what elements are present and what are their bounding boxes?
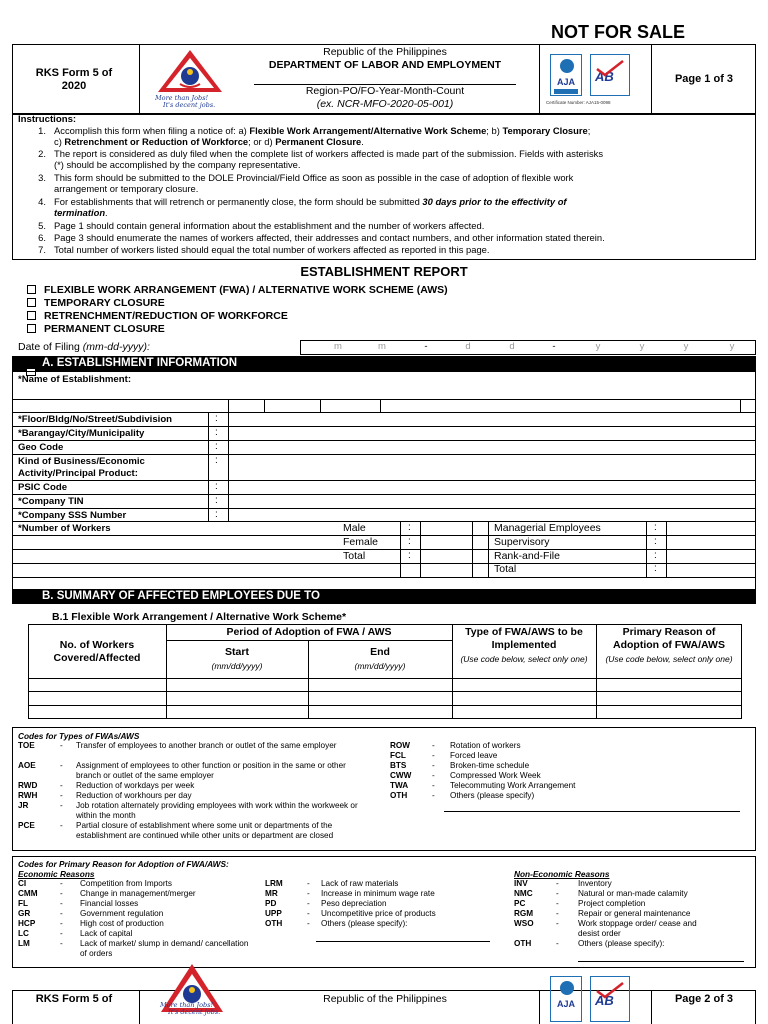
code-entry: CMM - Change in management/merger bbox=[18, 889, 196, 898]
code-entry: LRM - Lack of raw materials bbox=[265, 879, 399, 888]
code-entry: OTH - Others (please specify) bbox=[390, 791, 535, 800]
colon: : bbox=[654, 522, 657, 533]
code-entry: ROW - Rotation of workers bbox=[390, 741, 521, 750]
workers-male-label: Male bbox=[343, 522, 366, 534]
field-geo-code: Geo Code bbox=[18, 442, 64, 453]
date-of-filing-label: Date of Filing (mm-dd-yyyy): bbox=[18, 341, 150, 353]
colon: : bbox=[408, 522, 411, 533]
instructions-title: Instructions: bbox=[18, 114, 77, 125]
colon: : bbox=[408, 550, 411, 561]
checkbox[interactable] bbox=[27, 285, 36, 294]
codes-reasons-title: Codes for Primary Reason for Adoption of FWA/AWS: bbox=[18, 859, 229, 869]
code-entry: TWA - Telecommuting Work Arrangement bbox=[390, 781, 576, 790]
date-digit: d bbox=[465, 341, 471, 352]
code-entry: JR - Job rotation alternately providing employees with work within the workweek or within the month bbox=[18, 801, 358, 820]
report-option-fwa[interactable]: FLEXIBLE WORK ARRANGEMENT (FWA) / ALTERNATIVE WORK SCHEME (AWS) bbox=[27, 284, 448, 296]
checkbox[interactable] bbox=[27, 324, 36, 333]
code-entry: OTH - Others (please specify): bbox=[514, 939, 665, 948]
field-company-tin: *Company TIN bbox=[18, 496, 84, 507]
economic-reasons-title: Economic Reasons bbox=[18, 869, 95, 879]
page-2-certification-logo: AJA AB bbox=[548, 974, 638, 1024]
code-entry: PD - Peso depreciation bbox=[265, 899, 387, 908]
workers-supervisory-label: Supervisory bbox=[494, 536, 550, 548]
col-type-hint: (Use code below, select only one) bbox=[460, 654, 588, 664]
checkbox[interactable] bbox=[27, 298, 36, 307]
field-kind-of-business: Kind of Business/Economic bbox=[18, 456, 145, 467]
form-number: RKS Form 5 of 2020 bbox=[35, 67, 113, 92]
colon: : bbox=[654, 550, 657, 561]
code-entry: RGM - Repair or general maintenance bbox=[514, 909, 691, 918]
colon: : bbox=[215, 441, 218, 452]
instruction-item: 7. Total number of workers listed should equal the total number of workers affected as reported in this page. bbox=[38, 244, 490, 255]
date-digit: y bbox=[595, 341, 601, 352]
establishment-name-label: *Name of Establishment: bbox=[18, 374, 132, 385]
col-start-hint: (mm/dd/yyyy) bbox=[211, 661, 263, 671]
others-specify-line[interactable] bbox=[316, 941, 490, 942]
instruction-item: 6. Page 3 should enumerate the names of workers affected, their addresses and contact numbers, and other information stated therein. bbox=[38, 232, 605, 243]
col-end-hint: (mm/dd/yyyy) bbox=[354, 661, 406, 671]
workers-female-label: Female bbox=[343, 536, 379, 548]
colon: : bbox=[215, 455, 218, 466]
code-entry: HCP - High cost of production bbox=[18, 919, 164, 928]
non-economic-reasons-title: Non-Economic Reasons bbox=[514, 869, 610, 879]
code-entry: FCL - Forced leave bbox=[390, 751, 498, 760]
republic-text: Republic of the Philippines bbox=[323, 46, 447, 58]
colon: : bbox=[654, 536, 657, 547]
code-entry: MR - Increase in minimum wage rate bbox=[265, 889, 435, 898]
establishment-name-field[interactable] bbox=[180, 374, 750, 398]
report-option-temporary-closure[interactable]: TEMPORARY CLOSURE bbox=[27, 297, 165, 309]
instruction-item: 4. For establishments that will retrench or permanently close, the form should be submitted 30 days prior to the effectivity of termination. bbox=[38, 196, 567, 219]
code-entry: LM - Lack of market/ slump in demand/ cancellation of orders bbox=[18, 939, 249, 958]
col-start: Start bbox=[225, 646, 249, 658]
colon: : bbox=[215, 413, 218, 424]
others-specify-line[interactable] bbox=[444, 811, 740, 812]
instruction-item: 5. Page 1 should contain general information about the establishment and the number of workers affected. bbox=[38, 220, 485, 231]
code-entry: RWD - Reduction of workdays per week bbox=[18, 781, 195, 790]
col-end: End bbox=[370, 646, 390, 658]
section-b-header: B. SUMMARY OF AFFECTED EMPLOYEES DUE TO bbox=[12, 589, 756, 604]
instruction-item: 3. This form should be submitted to the DOLE Provincial/Field Office as soon as possible in the case of adoption of flexible work arrangement or temporary closure. bbox=[38, 172, 574, 195]
field-barangay: *Barangay/City/Municipality bbox=[18, 428, 145, 439]
not-for-sale-watermark: NOT FOR SALE bbox=[551, 22, 685, 42]
field-address: *Floor/Bldg/No/Street/Subdivision bbox=[18, 414, 173, 425]
code-entry: NMC - Natural or man-made calamity bbox=[514, 889, 688, 898]
workers-total-right-label: Total bbox=[494, 563, 517, 575]
instruction-item: 2. The report is considered as duly filed when the complete list of workers affected is made part of the submission. Fields with asterisks (*) should be accomplished by the company representative. bbox=[38, 148, 604, 171]
code-entry: CI - Competition from Imports bbox=[18, 879, 172, 888]
code-entry: LC - Lack of capital bbox=[18, 929, 133, 938]
code-entry: PCE - Partial closure of establishment where some unit or departments of the establishment are continued while other units or department are closed bbox=[18, 821, 334, 840]
header-center bbox=[240, 46, 530, 110]
page-2-republic: Republic of the Philippines bbox=[323, 993, 447, 1005]
colon: : bbox=[215, 481, 218, 492]
date-separator: - bbox=[552, 341, 556, 352]
department-text: DEPARTMENT OF LABOR AND EMPLOYMENT bbox=[268, 58, 502, 71]
region-example: (ex. NCR-MFO-2020-05-001) bbox=[316, 97, 454, 110]
page-2-form-number: RKS Form 5 of bbox=[35, 993, 113, 1005]
field-psic-code: PSIC Code bbox=[18, 482, 68, 493]
colon: : bbox=[215, 427, 218, 438]
code-entry: TOE - Transfer of employees to another branch or outlet of the same employer bbox=[18, 741, 337, 750]
establishment-info-table bbox=[12, 371, 756, 593]
checkbox[interactable] bbox=[27, 311, 36, 320]
report-option-retrenchment[interactable]: RETRENCHMENT/REDUCTION OF WORKFORCE bbox=[27, 310, 288, 322]
col-period-of-adoption: Period of Adoption of FWA / AWS bbox=[226, 626, 392, 638]
code-entry: BTS - Broken-time schedule bbox=[390, 761, 530, 770]
date-digit: m bbox=[334, 341, 342, 352]
aja-certification-logo: AJA AB Certificate Number: AJA15-0098 bbox=[546, 50, 644, 108]
date-digit: y bbox=[639, 341, 645, 352]
col-type-of-fwa: Type of FWA/AWS to be Implemented bbox=[465, 626, 583, 651]
workers-rank-and-file-label: Rank-and-File bbox=[494, 550, 560, 562]
others-specify-line[interactable] bbox=[578, 961, 744, 962]
instruction-item: 1. Accomplish this form when filing a notice of: a) Flexible Work Arrangement/Alternative Work Scheme; b) Temporary Closure; c) Retrenchment or Reduction of Workforce; or d) Permanent Closure. bbox=[38, 125, 591, 148]
code-entry: FL - Financial losses bbox=[18, 899, 139, 908]
page-2-logo-tagline: More than Jobs! It's decent jobs. bbox=[160, 1001, 221, 1016]
date-digit: y bbox=[729, 341, 735, 352]
field-company-sss: *Company SSS Number bbox=[18, 510, 127, 521]
code-entry: GR - Government regulation bbox=[18, 909, 164, 918]
workers-total-label: Total bbox=[343, 550, 366, 562]
logo-tagline: More than Jobs! It's decent jobs. bbox=[155, 94, 216, 109]
col-workers-covered: No. of Workers Covered/Affected bbox=[53, 639, 141, 664]
code-entry: PC - Project completion bbox=[514, 899, 646, 908]
code-entry: WSO - Work stoppage order/ cease and desist order bbox=[514, 919, 697, 938]
col-reason-hint: (Use code below, select only one) bbox=[605, 654, 733, 664]
section-a-header: A. ESTABLISHMENT INFORMATION bbox=[12, 356, 756, 371]
report-title: ESTABLISHMENT REPORT bbox=[300, 264, 468, 279]
region-format: Region-PO/FO-Year-Month-Count bbox=[305, 85, 465, 97]
section-b1-title: B.1 Flexible Work Arrangement / Alternative Work Scheme* bbox=[52, 611, 347, 623]
page-2-number: Page 2 of 3 bbox=[674, 993, 734, 1005]
colon: : bbox=[215, 495, 218, 506]
report-option-permanent-closure[interactable]: PERMANENT CLOSURE bbox=[27, 323, 165, 335]
colon: : bbox=[215, 509, 218, 520]
colon: : bbox=[408, 536, 411, 547]
colon: : bbox=[654, 563, 657, 574]
date-separator: - bbox=[424, 341, 428, 352]
code-entry: CWW - Compressed Work Week bbox=[390, 771, 541, 780]
code-entry: AOE - Assignment of employees to other function or position in the same or other branch or outlet of the same employer bbox=[18, 761, 346, 780]
field-principal-product: Activity/Principal Product: bbox=[18, 468, 138, 479]
code-entry: INV - Inventory bbox=[514, 879, 612, 888]
code-entry: OTH - Others (please specify): bbox=[265, 919, 408, 928]
code-entry: UPP - Uncompetitive price of products bbox=[265, 909, 436, 918]
codes-types-title: Codes for Types of FWAs/AWS bbox=[18, 731, 140, 741]
col-primary-reason: Primary Reason of Adoption of FWA/AWS bbox=[613, 626, 725, 651]
code-entry: RWH - Reduction of workhours per day bbox=[18, 791, 192, 800]
date-digit: m bbox=[378, 341, 386, 352]
date-digit: d bbox=[509, 341, 515, 352]
date-digit: y bbox=[683, 341, 689, 352]
workers-managerial-label: Managerial Employees bbox=[494, 522, 601, 534]
field-number-of-workers: *Number of Workers bbox=[18, 523, 111, 534]
page-number: Page 1 of 3 bbox=[674, 73, 734, 85]
